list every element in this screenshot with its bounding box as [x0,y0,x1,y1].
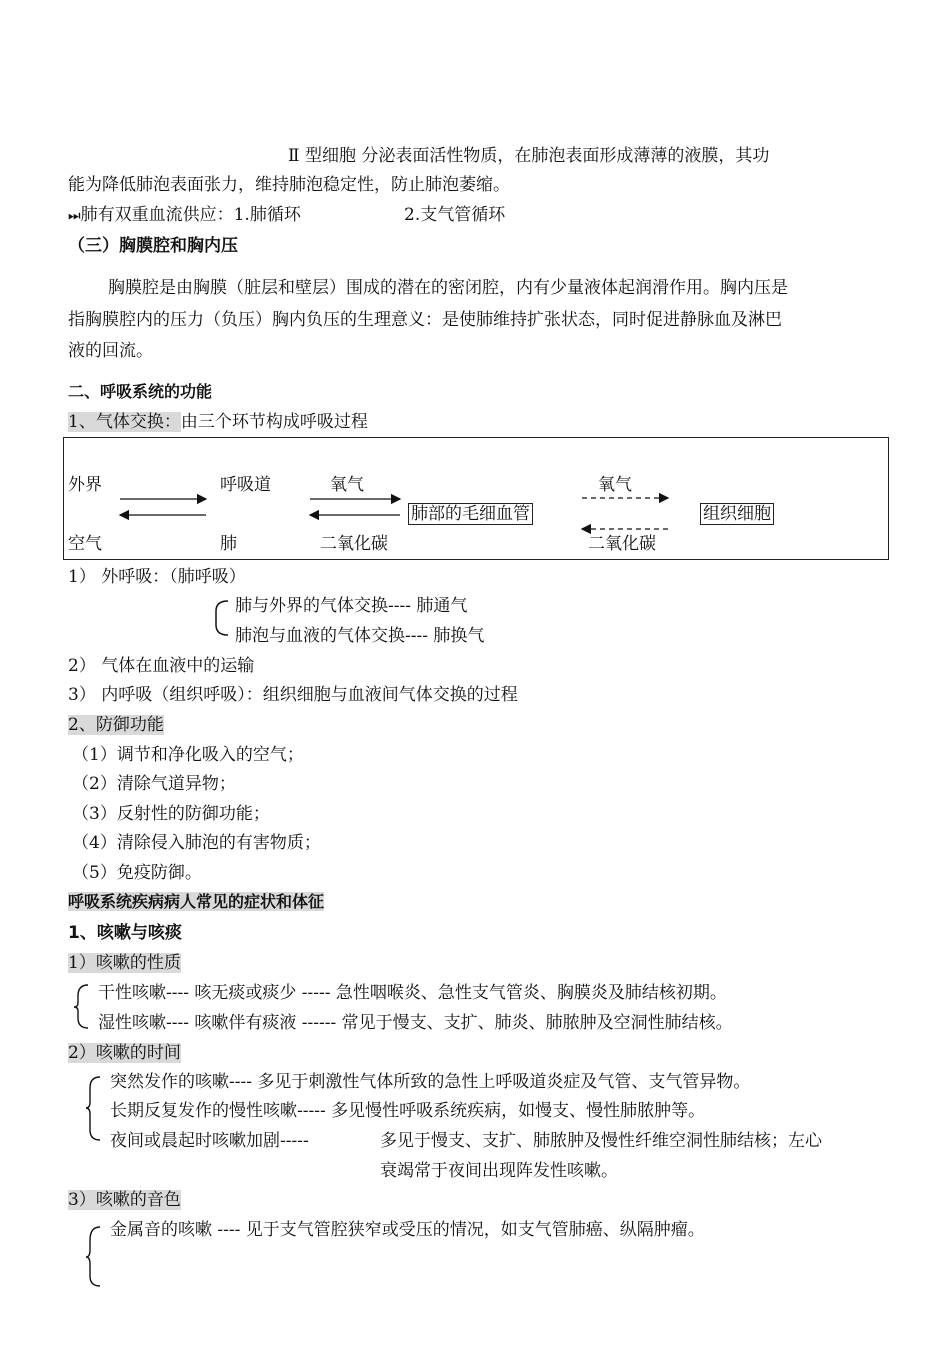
diagram-oxygen-1: 氧气 [330,475,364,495]
gas-exchange-label: 1、气体交换： [68,412,181,432]
brace-time [86,1077,100,1140]
night-cough-desc: 多见于慢支、支扩、肺脓肿及慢性纤维空洞性肺结核；左心 [380,1131,822,1151]
cough-time-title: 2）咳嗽的时间 [68,1043,181,1063]
gas-exchange-desc: 由三个环节构成呼吸过程 [180,412,368,432]
defense-item: （5）免疫防御。 [72,863,202,883]
diagram-lung: 肺 [220,534,237,554]
pleural-paragraph-line3: 液的回流。 [68,341,153,361]
dry-cough: 干性咳嗽---- 咳无痰或痰少 ----- 急性咽喉炎、急性支气管炎、胸膜炎及肺结核初期。 [98,983,727,1003]
chronic-cough: 长期反复发作的慢性咳嗽----- 多见慢性呼吸系统疾病，如慢支、慢性肺脓肿等。 [110,1101,706,1121]
pulmonary-exchange: 肺泡与血液的气体交换---- 肺换气 [235,626,485,646]
external-respiration-title: 1） 外呼吸：（肺呼吸） [68,567,246,587]
diagram-tissue-cell: 组织细胞 [700,503,774,525]
wet-cough: 湿性咳嗽---- 咳嗽伴有痰液 ------ 常见于慢支、支扩、肺炎、肺脓肿及空洞性肺结核。 [98,1013,733,1033]
night-cough: 夜间或晨起时咳嗽加剧----- [110,1131,309,1151]
cough-tone-title: 3）咳嗽的音色 [68,1190,181,1210]
pleural-paragraph-line2: 指胸膜腔内的压力（负压）胸内负压的生理意义：是使肺维持扩张状态，同时促进静脉血及淋巴 [68,310,782,330]
blood-supply-text: 肺有双重血流供应：1.肺循环 [80,205,301,225]
diagram-capillary: 肺部的毛细血管 [408,503,533,525]
pulmonary-ventilation: 肺与外界的气体交换---- 肺通气 [235,596,468,616]
section-pleural-title: （三）胸膜腔和胸内压 [68,236,238,256]
defense-item: （4）清除侵入肺泡的有害物质； [72,833,321,853]
pleural-paragraph-line1: 胸膜腔是由胸膜（脏层和壁层）围成的潜在的密闭腔，内有少量液体起润滑作用。胸内压是 [108,278,788,298]
symptoms-title: 呼吸系统疾病病人常见的症状和体征 [68,892,325,911]
night-cough-desc-2: 衰竭常于夜间出现阵发性咳嗽。 [380,1161,618,1181]
diagram-co2-1: 二氧化碳 [320,534,388,554]
type2-cell-line1: Ⅱ 型细胞 分泌表面活性物质，在肺泡表面形成薄薄的液膜，其功 [288,146,770,166]
fast-forward-icon: ⏭ [68,208,81,224]
gas-transport: 2） 气体在血液中的运输 [68,656,255,676]
type2-cell-line2: 能为降低肺泡表面张力，维持肺泡稳定性，防止肺泡萎缩。 [68,175,510,195]
defense-item: （1）调节和净化吸入的空气； [72,745,304,765]
diagram-outside: 外界 [68,475,102,495]
brace-external [216,601,228,635]
diagram-co2-2: 二氧化碳 [588,534,656,554]
defense-title: 2、防御功能 [68,715,164,735]
diagram-airway: 呼吸道 [220,475,271,495]
diagram-air: 空气 [68,534,102,554]
cough-nature-title: 1）咳嗽的性质 [68,953,181,973]
cough-title: 1、咳嗽与咳痰 [68,923,182,943]
defense-item: （3）反射性的防御功能； [72,804,270,824]
brace-tone [86,1227,100,1286]
defense-item: （2）清除气道异物； [72,774,236,794]
internal-respiration: 3） 内呼吸（组织呼吸）：组织细胞与血液间气体交换的过程 [68,685,518,705]
metallic-cough: 金属音的咳嗽 ---- 见于支气管腔狭窄或受压的情况，如支气管肺癌、纵隔肿瘤。 [110,1220,705,1240]
blood-supply-text-2: 2.支气管循环 [404,205,506,225]
diagram-oxygen-2: 氧气 [598,475,632,495]
brace-nature [74,985,88,1028]
sudden-cough: 突然发作的咳嗽---- 多见于刺激性气体所致的急性上呼吸道炎症及气管、支气管异物。 [110,1072,751,1092]
respiratory-function-title: 二、呼吸系统的功能 [68,382,213,401]
